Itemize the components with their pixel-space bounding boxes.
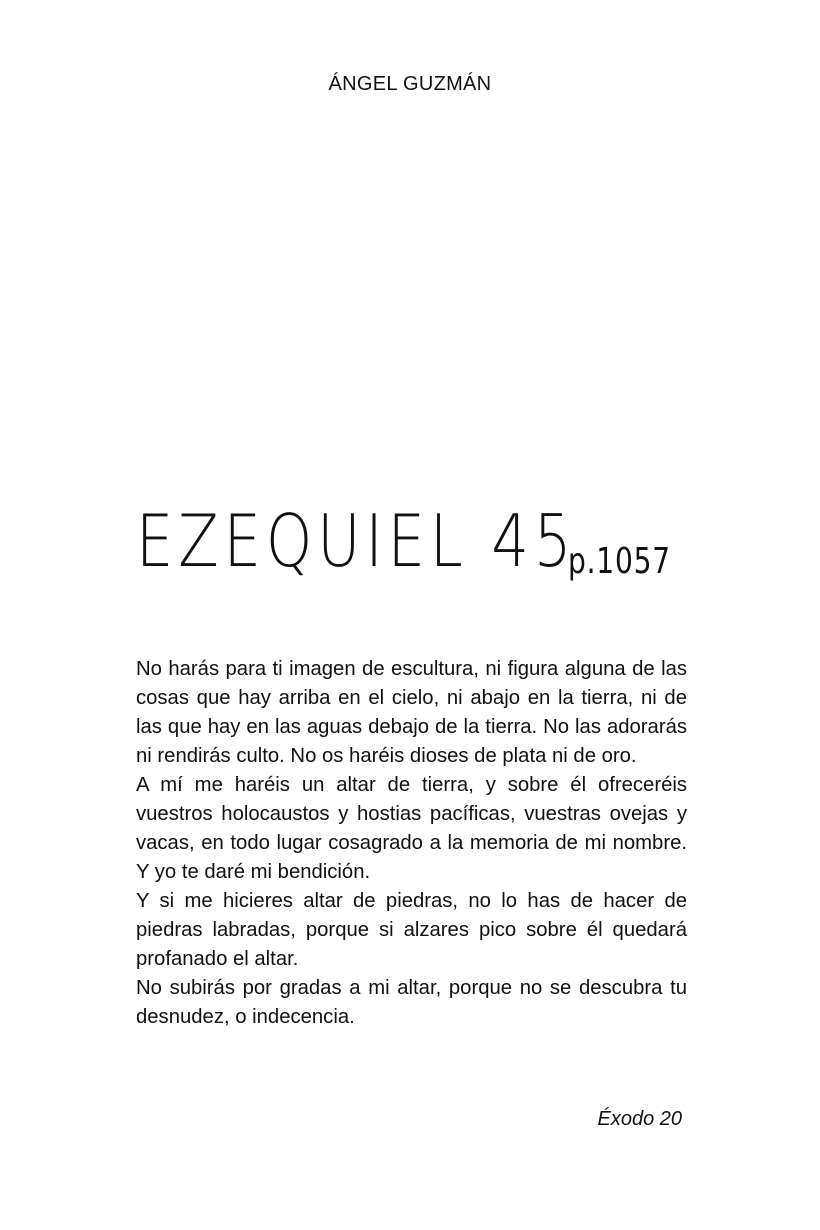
chapter-page-reference: p.1057 [568, 541, 671, 582]
chapter-title: EZEQUIEL 45 [136, 499, 577, 583]
running-header-author: ÁNGEL GUZMÁN [328, 73, 492, 95]
chapter-heading [136, 496, 673, 596]
body-text [136, 655, 687, 1032]
paragraph: A mí me haréis un altar de tierra, y sobre él ofreceréis vuestros holocaustos y hostias pacíficas, vuestras ovejas y vacas, en todo lugar cosagrado a la memoria de mi nombre. Y yo te daré mi bendición. [136, 774, 687, 883]
paragraph: No subirás por gradas a mi altar, porque no se descubra tu desnudez, o indecencia. [136, 977, 687, 1028]
citation-source: Éxodo 20 [597, 1108, 682, 1130]
paragraph: Y si me hicieres altar de piedras, no lo has de hacer de piedras labradas, porque si alzares pico sobre él quedará profanado el altar. [136, 890, 687, 970]
paragraph: No harás para ti imagen de escultura, ni figura alguna de las cosas que hay arriba en el cielo, ni abajo en la tierra, ni de las que hay en las aguas debajo de la tierra. No las adorarás ni rendirás culto. No os haréis dioses de plata ni de oro. [136, 658, 687, 767]
